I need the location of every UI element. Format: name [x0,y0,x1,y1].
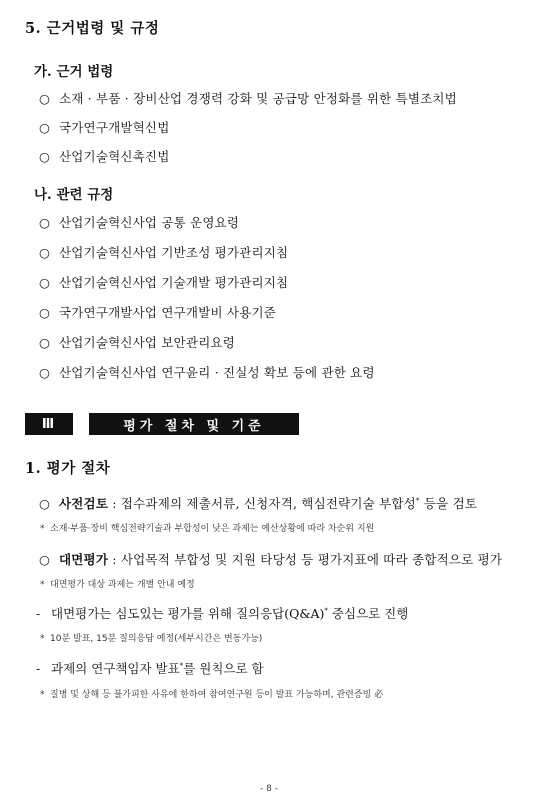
regulation-item: ○ 산업기술혁신사업 공통 운영요령 [39,215,240,230]
regulation-item: ○ 산업기술혁신사업 연구윤리 · 진실성 확보 등에 관한 요령 [39,365,375,380]
subsection-title-regulations: 나. 관련 규정 [34,187,114,203]
section-title-legal-basis: 5. 근거법령 및 규정 [25,20,160,37]
law-item: ○ 국가연구개발혁신법 [39,120,170,135]
regulation-item: ○ 국가연구개발사업 연구개발비 사용기준 [39,305,277,320]
law-item: ○ 산업기술혁신촉진법 [39,149,170,164]
regulation-item: ○ 산업기술혁신사업 보안관리요령 [39,335,236,350]
pre-review-item: ○ 사전검토 : 접수과제의 제출서류, 신청자격, 핵심전략기술 부합성* 등을 검토 [39,496,478,511]
presenter-dash-item: - 과제의 연구책임자 발표*를 원칙으로 함 [36,661,264,676]
regulation-item: ○ 산업기술혁신사업 기반조성 평가관리지침 [39,245,289,260]
qa-dash-item: - 대면평가는 심도있는 평가를 위해 질의응답(Q&A)* 중심으로 진행 [36,606,409,621]
face-review-note: * 대면평가 대상 과제는 개별 안내 예정 [40,580,195,590]
chapter-title-bar: 평가 절차 및 기준 [89,413,299,435]
face-review-item: ○ 대면평가 : 사업목적 부합성 및 지원 타당성 등 평가지표에 따라 종합적으로 평가 [39,552,503,567]
section-title-procedure: 1. 평가 절차 [25,460,111,477]
page-number: - 8 - [260,784,278,794]
chapter-number-bar: Ⅲ [25,413,73,435]
qa-note: * 10분 발표, 15분 질의응답 예정(세부시간은 변동가능) [40,634,263,644]
regulation-item: ○ 산업기술혁신사업 기술개발 평가관리지침 [39,275,289,290]
pre-review-note: * 소재·부품·장비 핵심전략기술과 부합성이 낮은 과제는 예산상황에 따라 차순위 지원 [40,524,375,534]
law-item: ○ 소재 · 부품 · 장비산업 경쟁력 강화 및 공급망 안정화를 위한 특별조치법 [39,91,457,106]
presenter-note: * 질병 및 상해 등 불가피한 사유에 한하여 참여연구원 등이 발표 가능하며, 관련증빙 必 [40,690,384,700]
subsection-title-laws: 가. 근거 법령 [34,64,114,80]
